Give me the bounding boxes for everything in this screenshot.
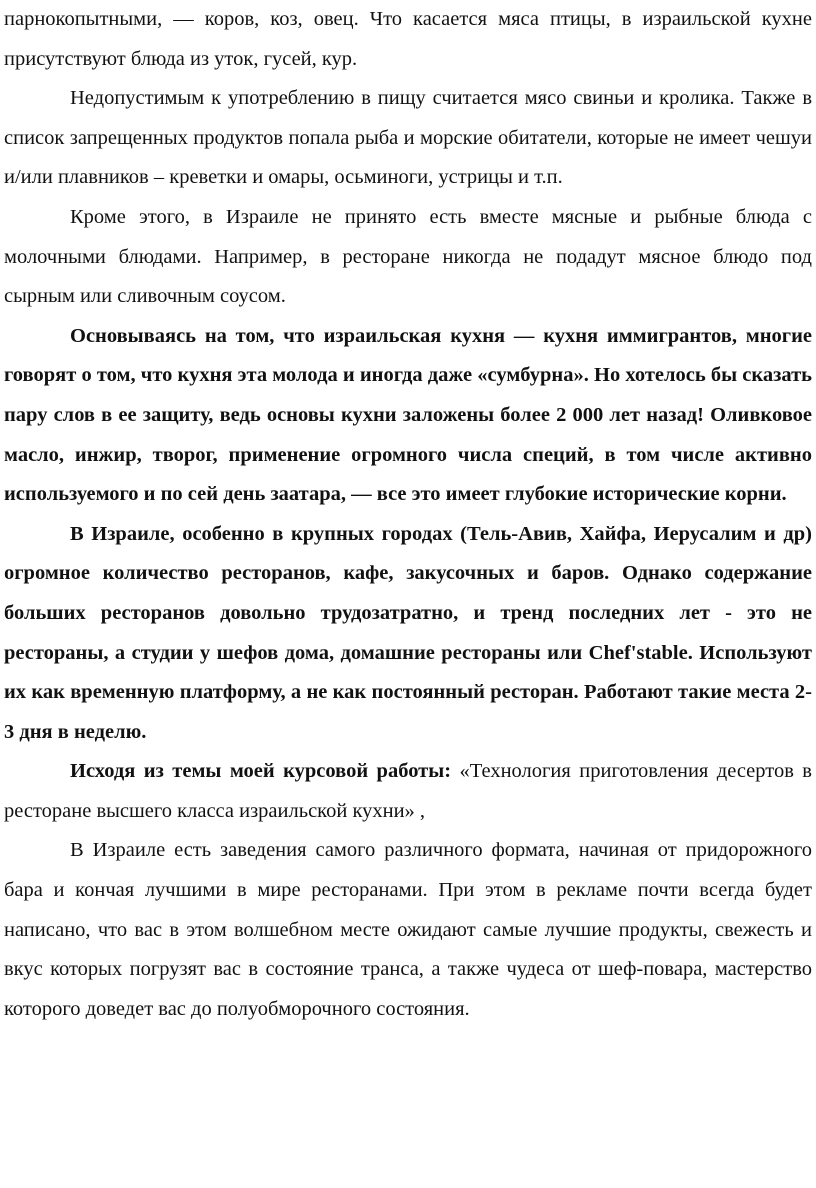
paragraph-restaurants: В Израиле, особенно в крупных городах (Тель-Авив, Хайфа, Иерусалим и др) огромное количество ресторанов, кафе, закусочных и баров. Однако содержание больших ресторанов довольно трудозатратно, и тренд последних лет - это не рестораны, а студии у шефов дома, домашние рестораны или Chef'stable. Используют их как временную платформу, а не как постоянный ресторан. Работают такие места 2-3 дня в неделю. xyxy=(4,522,812,743)
paragraph-immigrant-cuisine: Основываясь на том, что израильская кухня — кухня иммигрантов, многие говорят о том, что кухня эта молода и иногда даже «сумбурна». Но хотелось бы сказать пару слов в ее защиту, ведь основы кухни заложены более 2 000 лет назад! Оливковое масло, инжир, творог, применение огромного числа специй, в том числе активно используемого и по сей день заатара, — все это имеет глубокие исторические корни. xyxy=(4,324,812,506)
paragraph-establishments: В Израиле есть заведения самого различного формата, начиная от придорожного бара и кончая лучшими в мире ресторанами. При этом в рекламе почти всегда будет написано, что вас в этом волшебном месте ожидают самые лучшие продукты, свежесть и вкус которых погрузят вас в состояние транса, а также чудеса от шеф-повара, мастерство которого доведет вас до полуобморочного состояния. xyxy=(4,839,812,1020)
coursework-lead: Исходя из темы моей курсовой работы: xyxy=(70,760,452,783)
paragraph-forbidden-foods: Недопустимым к употреблению в пищу считается мясо свиньи и кролика. Также в список запрещенных продуктов попала рыба и морские обитатели, которые не имеет чешуи и/или плавников – креветки и омары, осьминоги, устрицы и т.п. xyxy=(4,87,812,189)
paragraph-meat-continuation: парнокопытными, — коров, коз, овец. Что касается мяса птицы, в израильской кухне присутствуют блюда из уток, гусей, кур. xyxy=(4,8,812,70)
document-page xyxy=(4,0,812,1029)
coursework-title: «Технология приготовления десертов в ресторане высшего класса израильской кухни» , xyxy=(4,760,812,822)
paragraph-coursework-topic xyxy=(4,752,812,831)
paragraph-meat-dairy: Кроме этого, в Израиле не принято есть вместе мясные и рыбные блюда с молочными блюдами. Например, в ресторане никогда не подадут мясное блюдо под сырным или сливочным соусом. xyxy=(4,205,812,308)
